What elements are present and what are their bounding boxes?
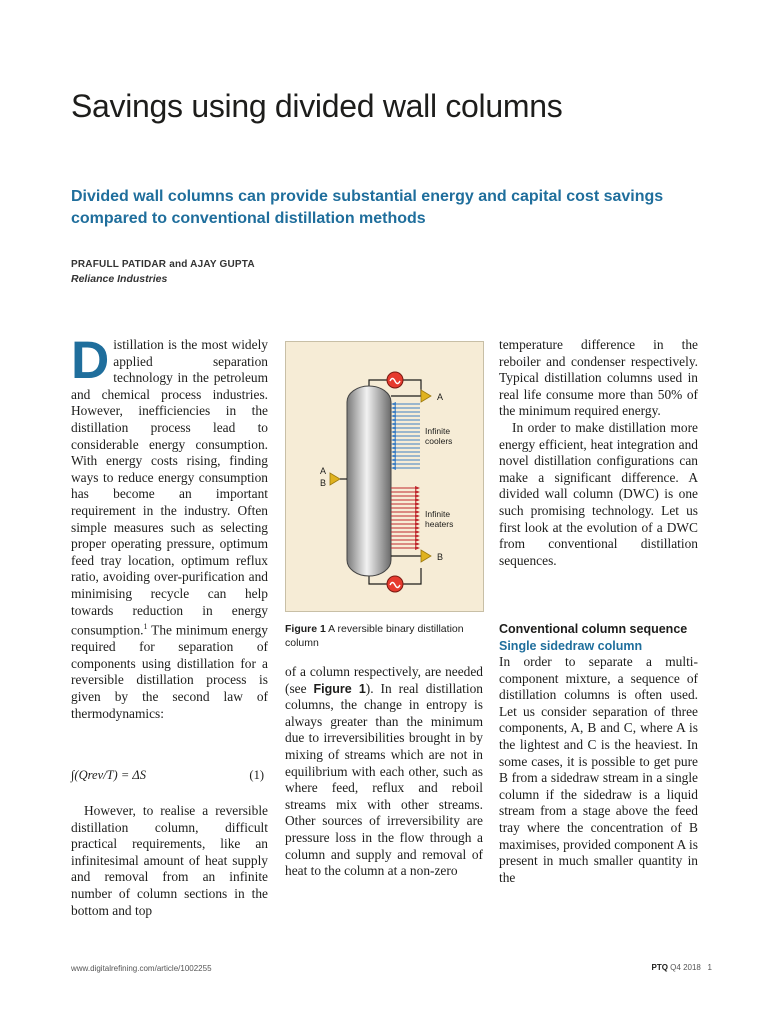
irreversibility-text-b: ). In real distillation columns, the change in entropy is always greater than the minimum due to irreversibilities brought in by mixing of streams which are not in equilibrium with each other, such as where feed, reflux and reboil streams mix with other streams. Other sources of irreversibility are pressure loss in the flow through a column and supply and removal of heat to the column at a non-zero xyxy=(285,680,484,879)
article-title: Savings using divided wall columns xyxy=(71,88,563,124)
top-product-label: A xyxy=(437,392,444,402)
heater-arrow-head-4 xyxy=(415,502,420,506)
cooler-arrow-head-11 xyxy=(391,446,396,450)
heater-arrow-head-13 xyxy=(415,538,420,542)
cooler-arrow-head-5 xyxy=(391,422,396,426)
equation-1 xyxy=(71,768,268,783)
heater-arrow-head-11 xyxy=(415,530,420,534)
body-column-1-continued xyxy=(71,803,268,919)
paragraph-dwc-intro: In order to make distillation more energy efficient, heat integration and novel distillation configurations can make a significant difference. A divided wall column (DWC) is one such promising technology. Let us first look at the evolution of a DWC from conventional distillation sequences. xyxy=(499,419,698,568)
section-heading-block xyxy=(499,621,709,655)
heater-arrow-head-3 xyxy=(415,498,420,502)
intro-text-end: The minimum energy required for separation of components using distillation for a reversible distillation process is given by the second law of thermodynamics: xyxy=(71,622,268,721)
figure-1 xyxy=(285,341,484,612)
coolers-label-line-2: coolers xyxy=(425,436,453,446)
body-column-1 xyxy=(71,331,268,722)
heaters-label-line-2: heaters xyxy=(425,519,454,529)
paragraph-reversible: However, to realise a reversible distillation column, difficult practical requirements, like an infinitesimal amount of heat supply and removal from an infinite number of column sections in the bottom and top xyxy=(71,803,268,918)
footnote-ref: 1 xyxy=(143,622,148,632)
heater-arrow-head-7 xyxy=(415,514,420,518)
intro-paragraph xyxy=(71,331,268,722)
cooler-arrow-head-2 xyxy=(391,410,396,414)
cooler-arrow-head-1 xyxy=(391,406,396,410)
footer-page-number: 1 xyxy=(707,963,712,972)
paragraph-sidedraw: In order to separate a multi-component mixture, a sequence of distillation columns is often used. Let us consider separation of three components, A, B and C, where A is the lightest and C is the heaviest. In some cases, it is possible to get pure B from a sidedraw stream in a single column if the sidedraw is a liquid stream from a stage above the feed tray where the concentration of B maximises, provided component A is present in much smaller quantity in the xyxy=(499,654,698,885)
footer-issue: Q4 2018 xyxy=(670,963,701,972)
column-vessel xyxy=(347,386,391,576)
body-column-2 xyxy=(285,664,483,880)
cooler-arrow-head-0 xyxy=(391,402,396,406)
paragraph-irreversibility xyxy=(285,664,483,880)
coolers-label-line-1: Infinite xyxy=(425,426,451,436)
infinite-coolers-arrows xyxy=(391,402,420,470)
cooler-arrow-head-13 xyxy=(391,454,396,458)
cooler-arrow-head-4 xyxy=(391,418,396,422)
feed-label-b: B xyxy=(320,478,327,488)
figure-caption-label: Figure 1 xyxy=(285,623,326,635)
infinite-heaters-arrows xyxy=(391,486,420,550)
body-column-3 xyxy=(499,337,698,569)
cooler-arrow-head-8 xyxy=(391,434,396,438)
feed-arrow-icon xyxy=(330,473,340,485)
heater-arrow-head-8 xyxy=(415,518,420,522)
cooler-arrow-head-3 xyxy=(391,414,396,418)
heater-arrow-head-6 xyxy=(415,510,420,514)
cooler-arrow-head-14 xyxy=(391,458,396,462)
body-column-3-continued xyxy=(499,654,698,886)
cooler-arrow-head-15 xyxy=(391,462,396,466)
section-heading: Conventional column sequence xyxy=(499,622,688,636)
heater-arrow-head-15 xyxy=(415,546,420,550)
equation-expression: ∫(Qrev/T) = ΔS xyxy=(71,768,146,782)
author-affiliation: Reliance Industries xyxy=(71,273,168,285)
cooler-arrow-head-12 xyxy=(391,450,396,454)
article-authors: PRAFULL PATIDAR and AJAY GUPTA xyxy=(71,259,255,270)
bottom-product-arrow-icon xyxy=(421,550,431,562)
cooler-arrow-head-7 xyxy=(391,430,396,434)
heater-arrow-head-9 xyxy=(415,522,420,526)
figure-1-caption xyxy=(285,622,484,650)
footer-url-link[interactable]: www.digitalrefining.com/article/1002255 xyxy=(71,964,212,973)
subsection-heading: Single sidedraw column xyxy=(499,639,643,653)
heater-arrow-head-10 xyxy=(415,526,420,530)
heater-arrow-head-14 xyxy=(415,542,420,546)
heater-arrow-head-2 xyxy=(415,494,420,498)
heater-arrow-head-0 xyxy=(415,486,420,490)
figure-1-reference-link[interactable]: Figure 1 xyxy=(313,681,366,696)
reversible-column-diagram xyxy=(286,342,483,611)
intro-text: istillation is the most widely applied separation technology in the petroleum and chemical process industries. However, inefficiencies in the distillation process lead to considerable energy consumption. With energy costs rising, finding ways to reduce energy consumption has become an important requirement in the industry. Often simple measures such as selecting proper operating pressure, optimum feed tray location, optimum reflux ratio, avoiding over-purification and minimising recycle can help towards reduction in energy consumption. xyxy=(71,337,268,638)
figure-caption-text: A reversible binary distillation column xyxy=(285,623,464,649)
article-subtitle: Divided wall columns can provide substantial energy and capital cost savings compared to conventional distillation methods xyxy=(71,188,664,227)
top-product-arrow-icon xyxy=(421,390,431,402)
paragraph-temperature: temperature difference in the reboiler and condenser respectively. Typical distillation columns used in real life consume more than 50% of the minimum required energy. xyxy=(499,337,698,419)
cooler-arrow-head-6 xyxy=(391,426,396,430)
feed-label-a: A xyxy=(320,466,327,476)
heaters-label-line-1: Infinite xyxy=(425,509,451,519)
cooler-arrow-head-10 xyxy=(391,442,396,446)
cooler-arrow-head-16 xyxy=(391,466,396,470)
irreversibility-text-a: of a column respectively, are needed (see xyxy=(285,664,483,696)
heater-arrow-head-5 xyxy=(415,506,420,510)
footer-publication: PTQ xyxy=(651,963,668,972)
bottom-product-label: B xyxy=(437,552,444,562)
heater-arrow-head-12 xyxy=(415,534,420,538)
cooler-arrow-head-9 xyxy=(391,438,396,442)
footer-publication-info xyxy=(651,963,712,972)
heater-arrow-head-1 xyxy=(415,490,420,494)
drop-cap: D xyxy=(71,331,110,390)
equation-number: (1) xyxy=(249,768,264,782)
